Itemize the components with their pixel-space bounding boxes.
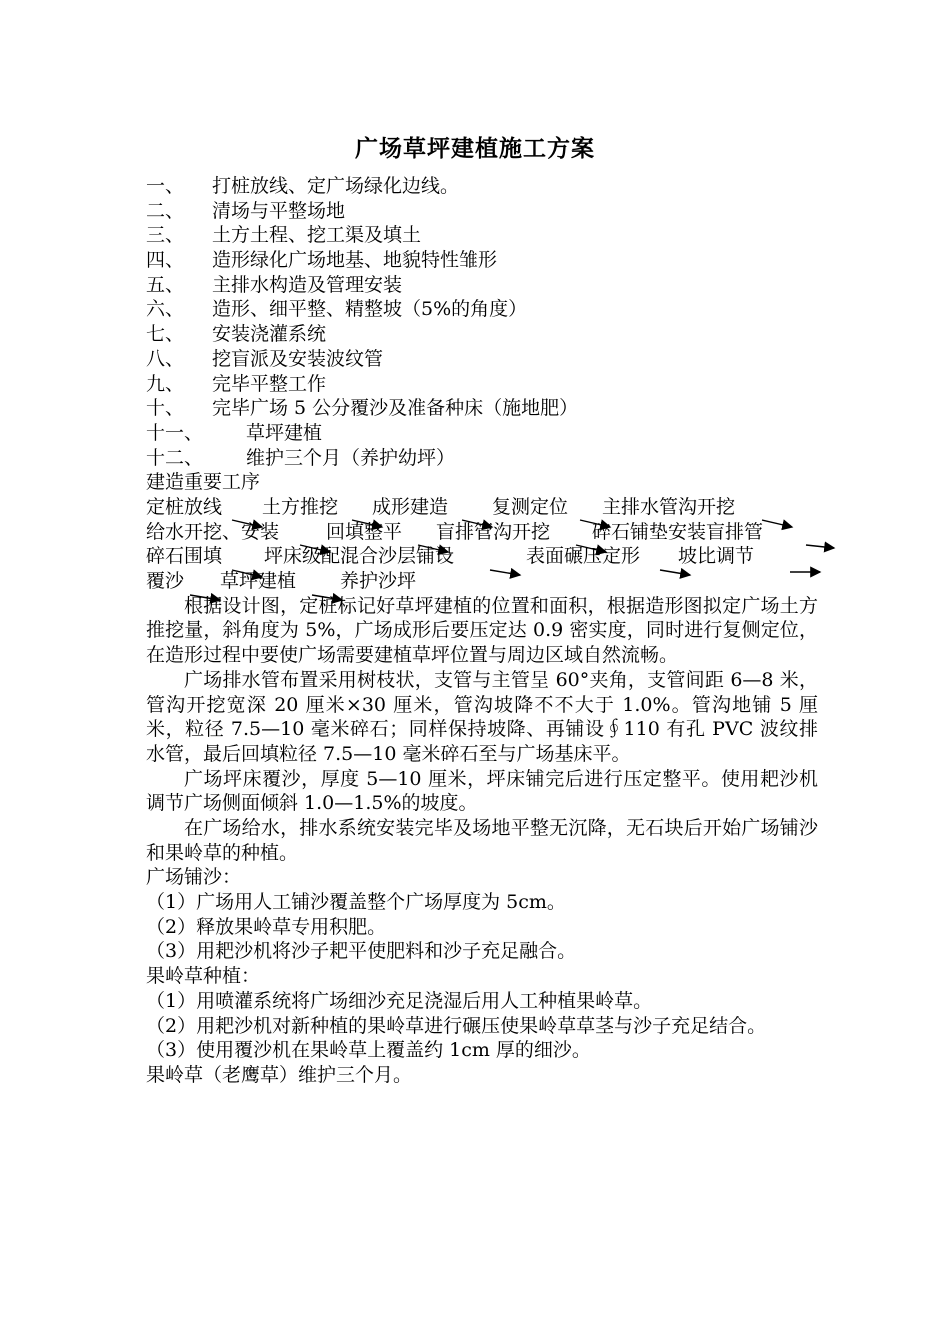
step-item: 七、 安装浇灌系统 — [146, 323, 327, 346]
flow-arrow-icon — [490, 570, 520, 575]
sanding-heading: 广场铺沙： — [146, 866, 242, 889]
list-item: （1）广场用人工铺沙覆盖整个广场厚度为 5cm。 — [146, 891, 566, 914]
flow-step: 坡比调节 — [678, 545, 755, 568]
step-item: 十二、 维护三个月（养护幼坪） — [146, 446, 456, 469]
list-item: （2）用耙沙机对新种植的果岭草进行碾压使果岭草草茎与沙子充足结合。 — [146, 1014, 767, 1037]
flow-arrow-icon — [762, 520, 792, 527]
step-item: 十、 完毕广场 5 公分覆沙及准备种床（施地肥） — [146, 397, 579, 420]
planting-heading: 果岭草种植： — [146, 965, 261, 988]
flow-step: 给水开挖、安装 — [146, 520, 280, 543]
list-item: （3）用耙沙机将沙子耙平使肥料和沙子充足融合。 — [146, 940, 577, 963]
list-item: （1）用喷灌系统将广场细沙充足浇湿后用人工种植果岭草。 — [146, 989, 653, 1012]
flow-step: 养护沙坪 — [340, 570, 417, 592]
flow-arrow-icon — [232, 520, 262, 527]
flow-step: 成形建造 — [372, 495, 449, 518]
process-heading: 建造重要工序 — [146, 471, 261, 494]
step-item: 一、 打桩放线、定广场绿化边线。 — [146, 175, 460, 197]
flow-step: 盲排管沟开挖 — [436, 520, 551, 543]
flow-arrow-icon — [580, 520, 610, 527]
flow-step: 碎石铺垫安装盲排管 — [592, 520, 764, 543]
step-item: 十一、 草坪建植 — [146, 421, 323, 444]
flow-step: 复测定位 — [492, 495, 569, 518]
flow-arrow-icon — [300, 545, 330, 552]
step-item: 四、 造形绿化广场地基、地貌特性雏形 — [146, 249, 498, 272]
document-title: 广场草坪建植施工方案 — [355, 135, 595, 162]
flow-step: 主排水管沟开挖 — [602, 495, 736, 518]
flow-step: 草坪建植 — [220, 570, 297, 592]
flow-arrow-icon — [232, 570, 262, 577]
paragraph: 广场排水管布置采用树枝状，支管与主管呈 60°夹角，支管间距 6—8 米，管沟开挖宽深 20 厘米×30 厘米，管沟坡降不不大于 1.0%。管沟地铺 5 厘米，粒径 7.5—10 毫米碎石；同样保持坡降、再铺设∮110 有孔 PVC 波纹排水管，最后回填粒径 7.5—10 毫米碎石至与广场基床平。 — [146, 668, 818, 765]
flow-arrow-icon — [462, 520, 492, 527]
flow-arrow-icon — [352, 520, 382, 527]
flow-arrow-icon — [418, 545, 448, 552]
paragraph: 在广场给水，排水系统安装完毕及场地平整无沉降，无石块后开始广场铺沙和果岭草的种植。 — [146, 817, 818, 864]
step-item: 九、 完毕平整工作 — [146, 372, 327, 395]
flow-arrow-icon — [806, 545, 834, 548]
step-item: 三、 土方土程、挖工渠及填土 — [146, 224, 422, 247]
step-item: 六、 造形、细平整、精整坡（5%的角度） — [146, 298, 528, 321]
flow-step: 表面碾压定形 — [526, 545, 641, 568]
paragraph: 根据设计图，定桩标记好草坪建植的位置和面积，根据造形图拟定广场土方推挖量，斜角度为 5%，广场成形后要压定达 0.9 密实度，同时进行复侧定位，在造形过程中要使广场需要建植草坪位置与周边区域自然流畅。 — [146, 594, 818, 667]
flow-arrow-icon — [660, 570, 690, 575]
list-item: （3）使用覆沙机在果岭草上覆盖约 1cm 厚的细沙。 — [146, 1039, 591, 1062]
step-item: 五、 主排水构造及管理安装 — [146, 273, 403, 296]
flow-step: 覆沙 — [146, 570, 185, 592]
closing-line: 果岭草（老鹰草）维护三个月。 — [146, 1063, 413, 1086]
paragraph: 广场坪床覆沙，厚度 5—10 厘米，坪床铺完后进行压定整平。使用耙沙机调节广场侧面倾斜 1.0—1.5%的坡度。 — [146, 767, 818, 815]
flow-arrow-icon — [312, 595, 342, 600]
flow-arrow-icon — [576, 545, 606, 552]
step-item: 八、 挖盲派及安装波纹管 — [146, 347, 384, 370]
flow-step: 定桩放线 — [146, 495, 223, 518]
step-item: 二、 清场与平整场地 — [146, 199, 346, 222]
flow-arrow-icon — [190, 595, 220, 600]
flow-step: 碎石围填 — [146, 545, 223, 568]
flow-step: 回填整平 — [326, 520, 403, 543]
list-item: （2）释放果岭草专用积肥。 — [146, 915, 387, 938]
flow-step: 坪床级配混合沙层铺设 — [264, 545, 455, 568]
flow-step: 土方推挖 — [262, 495, 339, 518]
